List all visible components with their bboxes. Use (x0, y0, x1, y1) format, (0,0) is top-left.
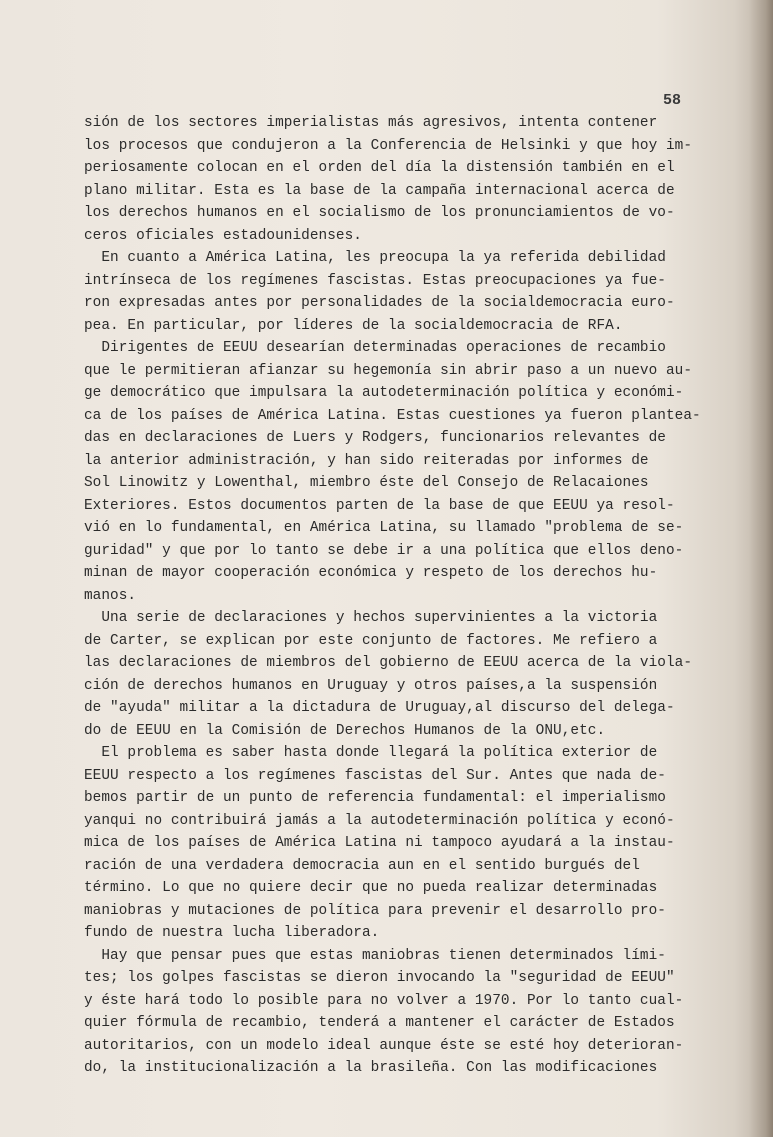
text-line: minan de mayor cooperación económica y respeto de los derechos hu- (84, 565, 658, 581)
text-line: Dirigentes de EEUU desearían determinadas operaciones de recambio (84, 340, 666, 356)
text-line: que le permitieran afianzar su hegemonía sin abrir paso a un nuevo au- (84, 362, 693, 379)
text-line: ron expresadas antes por personalidades de la socialdemocracia euro- (84, 295, 675, 311)
text-line: ración de una verdadera democracia aun en el sentido burgués del (84, 857, 640, 874)
text-line: Una serie de declaraciones y hechos supervinientes a la victoria (84, 610, 658, 626)
text-line: quier fórmula de recambio, tenderá a mantener el carácter de Estados (84, 1015, 675, 1031)
text-line: plano militar. Esta es la base de la campaña internacional acerca de (84, 182, 675, 199)
text-line: autoritarios, con un modelo ideal aunque éste se esté hoy deterioran- (84, 1037, 684, 1054)
text-line: de "ayuda" militar a la dictadura de Uruguay,al discurso del delega- (84, 700, 675, 716)
text-line: sión de los sectores imperialistas más agresivos, intenta contener (84, 115, 658, 131)
text-line: ca de los países de América Latina. Estas cuestiones ya fueron plantea- (84, 407, 701, 424)
text-line: guridad" y que por lo tanto se debe ir a una política que ellos deno- (84, 542, 684, 559)
text-line: mica de los países de América Latina ni tampoco ayudará a la instau- (84, 835, 675, 851)
text-line: las declaraciones de miembros del gobierno de EEUU acerca de la viola- (84, 655, 693, 671)
text-line: do, la institucionalización a la brasileña. Con las modificaciones (84, 1060, 658, 1076)
text-line: de Carter, se explican por este conjunto de factores. Me refiero a (84, 632, 658, 649)
text-line: fundo de nuestra lucha liberadora. (84, 925, 380, 941)
text-line: manos. (84, 587, 137, 604)
text-line: Sol Linowitz y Lowenthal, miembro éste del Consejo de Relacaiones (84, 475, 649, 491)
text-line: intrínseca de los regímenes fascistas. Estas preocupaciones ya fue- (84, 272, 666, 289)
text-line: ción de derechos humanos en Uruguay y otros países,a la suspensión (84, 677, 658, 694)
text-line: El problema es saber hasta donde llegará la política exterior de (84, 745, 658, 761)
text-line: EEUU respecto a los regímenes fascistas del Sur. Antes que nada de- (84, 767, 666, 784)
text-line: En cuanto a América Latina, les preocupa la ya referida debilidad (84, 250, 666, 266)
text-line: tes; los golpes fascistas se dieron invocando la "seguridad de EEUU" (84, 970, 675, 986)
page-number: 58 (663, 92, 682, 109)
text-line: das en declaraciones de Luers y Rodgers, funcionarios relevantes de (84, 430, 666, 446)
text-line: pea. En particular, por líderes de la socialdemocracia de RFA. (84, 317, 623, 334)
text-line: los procesos que condujeron a la Conferencia de Helsinki y que hoy im- (84, 137, 693, 154)
text-line: periosamente colocan en el orden del día la distensión también en el (84, 160, 675, 176)
text-line: término. Lo que no quiere decir que no pueda realizar determinadas (84, 880, 658, 896)
text-line: Exteriores. Estos documentos parten de la base de que EEUU ya resol- (84, 497, 675, 514)
body-text (84, 112, 716, 1080)
text-line: ceros oficiales estadounidenses. (84, 227, 362, 244)
text-line: maniobras y mutaciones de política para prevenir el desarrollo pro- (84, 902, 666, 919)
page-edge-shadow (749, 0, 773, 1137)
text-line: ge democrático que impulsara la autodeterminación política y económi- (84, 385, 684, 401)
text-line: do de EEUU en la Comisión de Derechos Humanos de la ONU,etc. (84, 722, 606, 739)
text-line: bemos partir de un punto de referencia fundamental: el imperialismo (84, 790, 666, 806)
text-line: y éste hará todo lo posible para no volver a 1970. Por lo tanto cual- (84, 992, 684, 1009)
text-line: los derechos humanos en el socialismo de los pronunciamientos de vo- (84, 205, 675, 221)
text-line: vió en lo fundamental, en América Latina, su llamado "problema de se- (84, 520, 684, 536)
text-line: la anterior administración, y han sido reiteradas por informes de (84, 452, 649, 469)
text-line: yanqui no contribuirá jamás a la autodeterminación política y econó- (84, 812, 675, 829)
text-line: Hay que pensar pues que estas maniobras tienen determinados lími- (84, 947, 666, 964)
